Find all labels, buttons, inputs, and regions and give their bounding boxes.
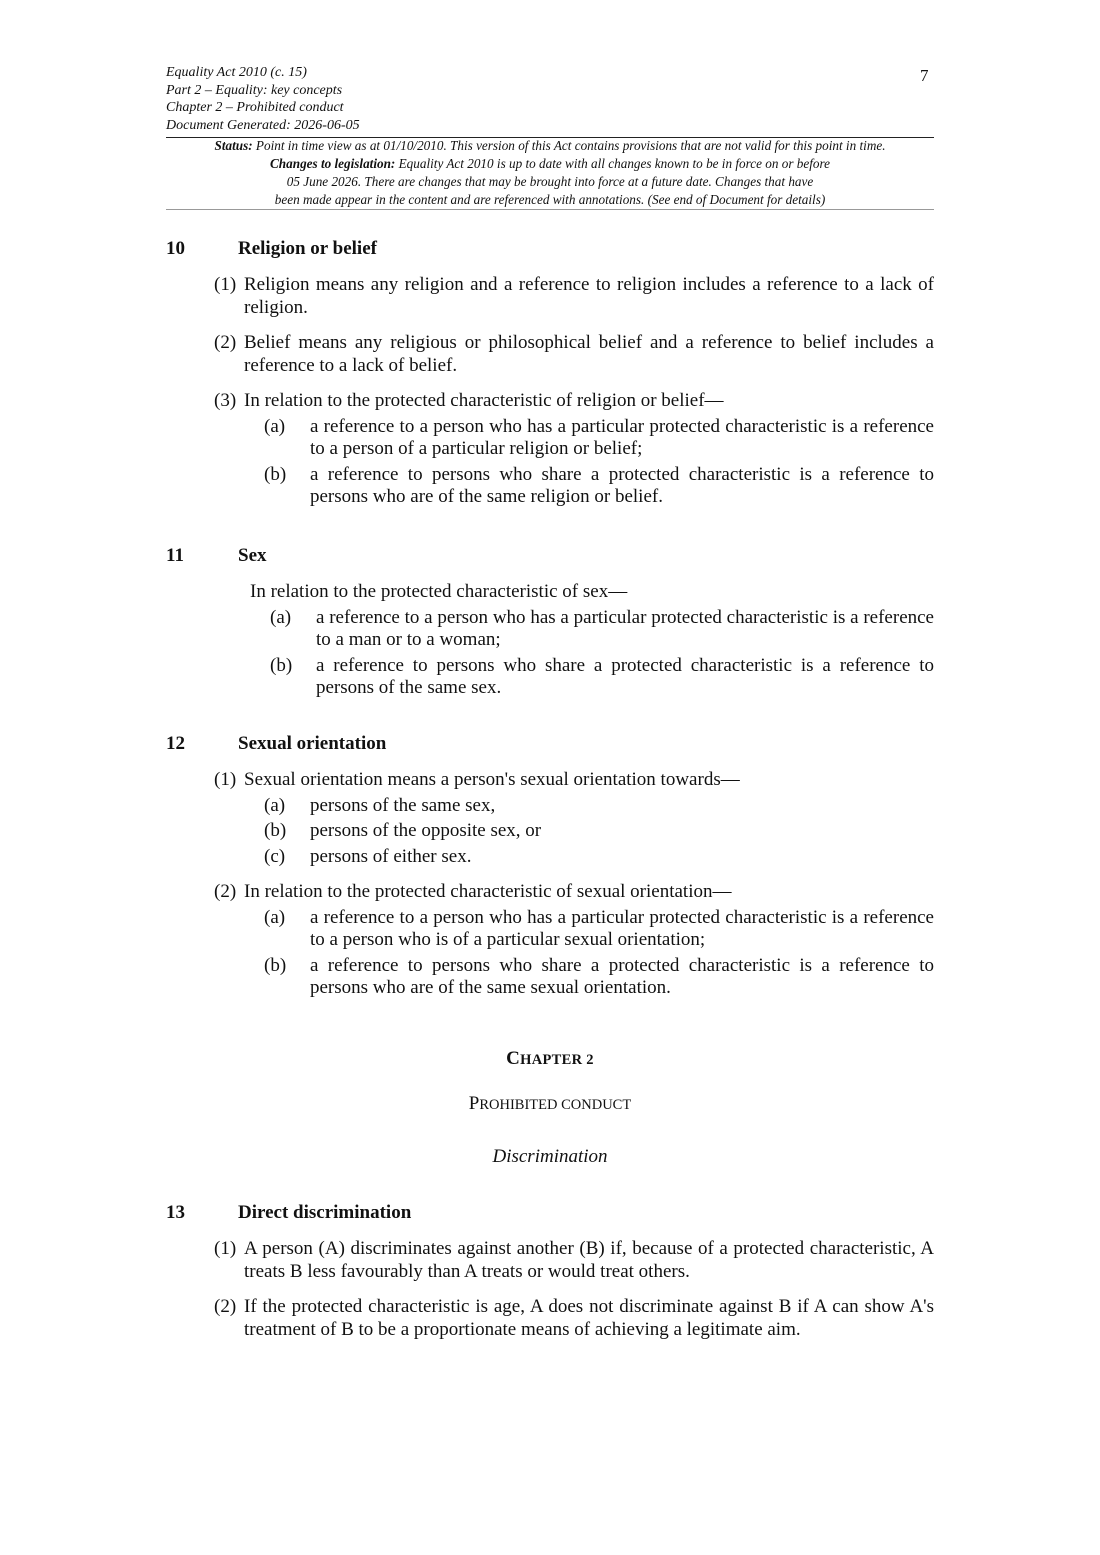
paragraph-number: (b) [264, 954, 287, 976]
paragraph-number: (b) [264, 820, 287, 841]
status-box [166, 137, 934, 209]
section-number: 11 [166, 545, 184, 566]
subsection-text: In relation to the protected characteristic of religion or belief— [244, 390, 724, 411]
paragraph-number: (b) [270, 654, 293, 676]
changes-line-2: 05 June 2026. There are changes that may be brought into force at a future date. Changes that have [286, 174, 814, 189]
paragraph-text: a reference to persons who share a protected characteristic is a reference to persons who are of the same sexual orientation. [310, 954, 934, 998]
paragraph-text: persons of the opposite sex, or [310, 820, 542, 841]
subsection-text: Belief means any religious or philosophical belief and a reference to belief includes a reference to a lack of belief. [244, 332, 934, 376]
changes-label: Changes to legislation: [270, 156, 396, 171]
paragraph-text: a reference to a person who has a particular protected characteristic is a reference to a person of a particular religion or belief; [310, 415, 934, 459]
section-number: 12 [166, 733, 185, 754]
subsection-text: A person (A) discriminates against another (B) if, because of a protected characteristic, A treats B less favourably than A treats or would treat others. [244, 1238, 934, 1282]
section-heading [166, 732, 934, 756]
section-10 [166, 237, 934, 509]
section-13 [166, 1201, 934, 1341]
status-rule [166, 209, 934, 210]
paragraph-a [166, 907, 934, 952]
section-title: Direct discrimination [238, 1202, 412, 1223]
paragraph-b [166, 820, 934, 843]
paragraph-number: (a) [264, 415, 286, 437]
chapter-title-rest: HAPTER 2 [520, 1052, 594, 1068]
subsection-number: (3) [214, 390, 237, 411]
running-header [166, 64, 360, 134]
subsection-text: If the protected characteristic is age, A does not discriminate against B if A can show A's treatment of B to be a proportionate means of achieving a legitimate aim. [244, 1296, 934, 1340]
section-number: 13 [166, 1202, 185, 1223]
subsection-number: (1) [214, 1238, 237, 1259]
paragraph-number: (a) [264, 906, 286, 928]
paragraph-text: persons of either sex. [310, 845, 472, 867]
chapter-title [166, 1048, 934, 1070]
subsection-text: Sexual orientation means a person's sexual orientation towards— [244, 769, 740, 790]
subsection-2 [166, 1296, 934, 1341]
paragraph-a [166, 795, 934, 818]
subsection-number: (1) [214, 274, 237, 295]
subsection-2 [166, 332, 934, 377]
paragraph-text: persons of the same sex, [310, 794, 496, 816]
paragraph-number: (a) [264, 794, 286, 816]
paragraph-number: (c) [264, 845, 286, 867]
subsection-text: Religion means any religion and a reference to religion includes a reference to a lack of religion. [244, 274, 934, 318]
subsection-2 [166, 881, 934, 904]
section-title: Religion or belief [238, 238, 377, 259]
paragraph-text: a reference to a person who has a particular protected characteristic is a reference to a man or to a woman; [316, 606, 934, 650]
subsection-number: (2) [214, 332, 237, 353]
status-label: Status: [214, 138, 253, 153]
paragraph-text: a reference to a person who has a particular protected characteristic is a reference to a person who is of a particular sexual orientation; [310, 906, 934, 950]
subsection-number: (2) [214, 881, 237, 902]
changes-line-1: Equality Act 2010 is up to date with all changes known to be in force on or before [398, 156, 830, 171]
subsection-1 [166, 769, 934, 792]
subsection-3 [166, 390, 934, 413]
section-11 [166, 544, 934, 700]
paragraph-a [166, 607, 934, 652]
chapter-subtitle [166, 1093, 934, 1115]
section-title: Sex [238, 545, 267, 566]
section-number: 10 [166, 238, 185, 259]
paragraph-text: a reference to persons who share a protected characteristic is a reference to persons of the same sex. [316, 654, 934, 698]
subsection-1 [166, 1238, 934, 1283]
section-title: Sexual orientation [238, 733, 387, 754]
status-text: Point in time view as at 01/10/2010. This version of this Act contains provisions that are not valid for this point in time. [255, 138, 886, 153]
chapter-subtitle-initial: P [468, 1093, 480, 1114]
crossheading: Discrimination [492, 1146, 608, 1167]
header-act-title: Equality Act 2010 (c. 15) [166, 65, 307, 80]
page-number: 7 [920, 66, 929, 85]
paragraph-c [166, 846, 934, 869]
paragraph-number: (a) [270, 606, 292, 628]
paragraph-b [166, 464, 934, 509]
lead-text: In relation to the protected characteristic of sex— [250, 581, 628, 602]
section-heading [166, 237, 934, 261]
section-heading [166, 544, 934, 568]
changes-line-3: been made appear in the content and are referenced with annotations. (See end of Document for details) [274, 192, 826, 207]
subsection-number: (1) [214, 769, 237, 790]
paragraph-a [166, 416, 934, 461]
paragraph-b [166, 655, 934, 700]
subsection-number: (2) [214, 1296, 237, 1317]
header-part: Part 2 – Equality: key concepts [166, 82, 343, 98]
header-chapter: Chapter 2 – Prohibited conduct [166, 100, 344, 115]
subsection-text: In relation to the protected characteristic of sexual orientation— [244, 881, 732, 902]
paragraph-b [166, 955, 934, 1000]
section-12 [166, 732, 934, 1000]
paragraph-number: (b) [264, 463, 287, 485]
chapter-subtitle-rest: ROHIBITED CONDUCT [479, 1097, 632, 1113]
section-heading [166, 1201, 934, 1225]
header-generated-date: Document Generated: 2026-06-05 [166, 117, 360, 133]
paragraph-text: a reference to persons who share a protected characteristic is a reference to persons who are of the same religion or belief. [310, 463, 934, 507]
subsection-1 [166, 274, 934, 319]
chapter-title-initial: C [506, 1048, 521, 1069]
